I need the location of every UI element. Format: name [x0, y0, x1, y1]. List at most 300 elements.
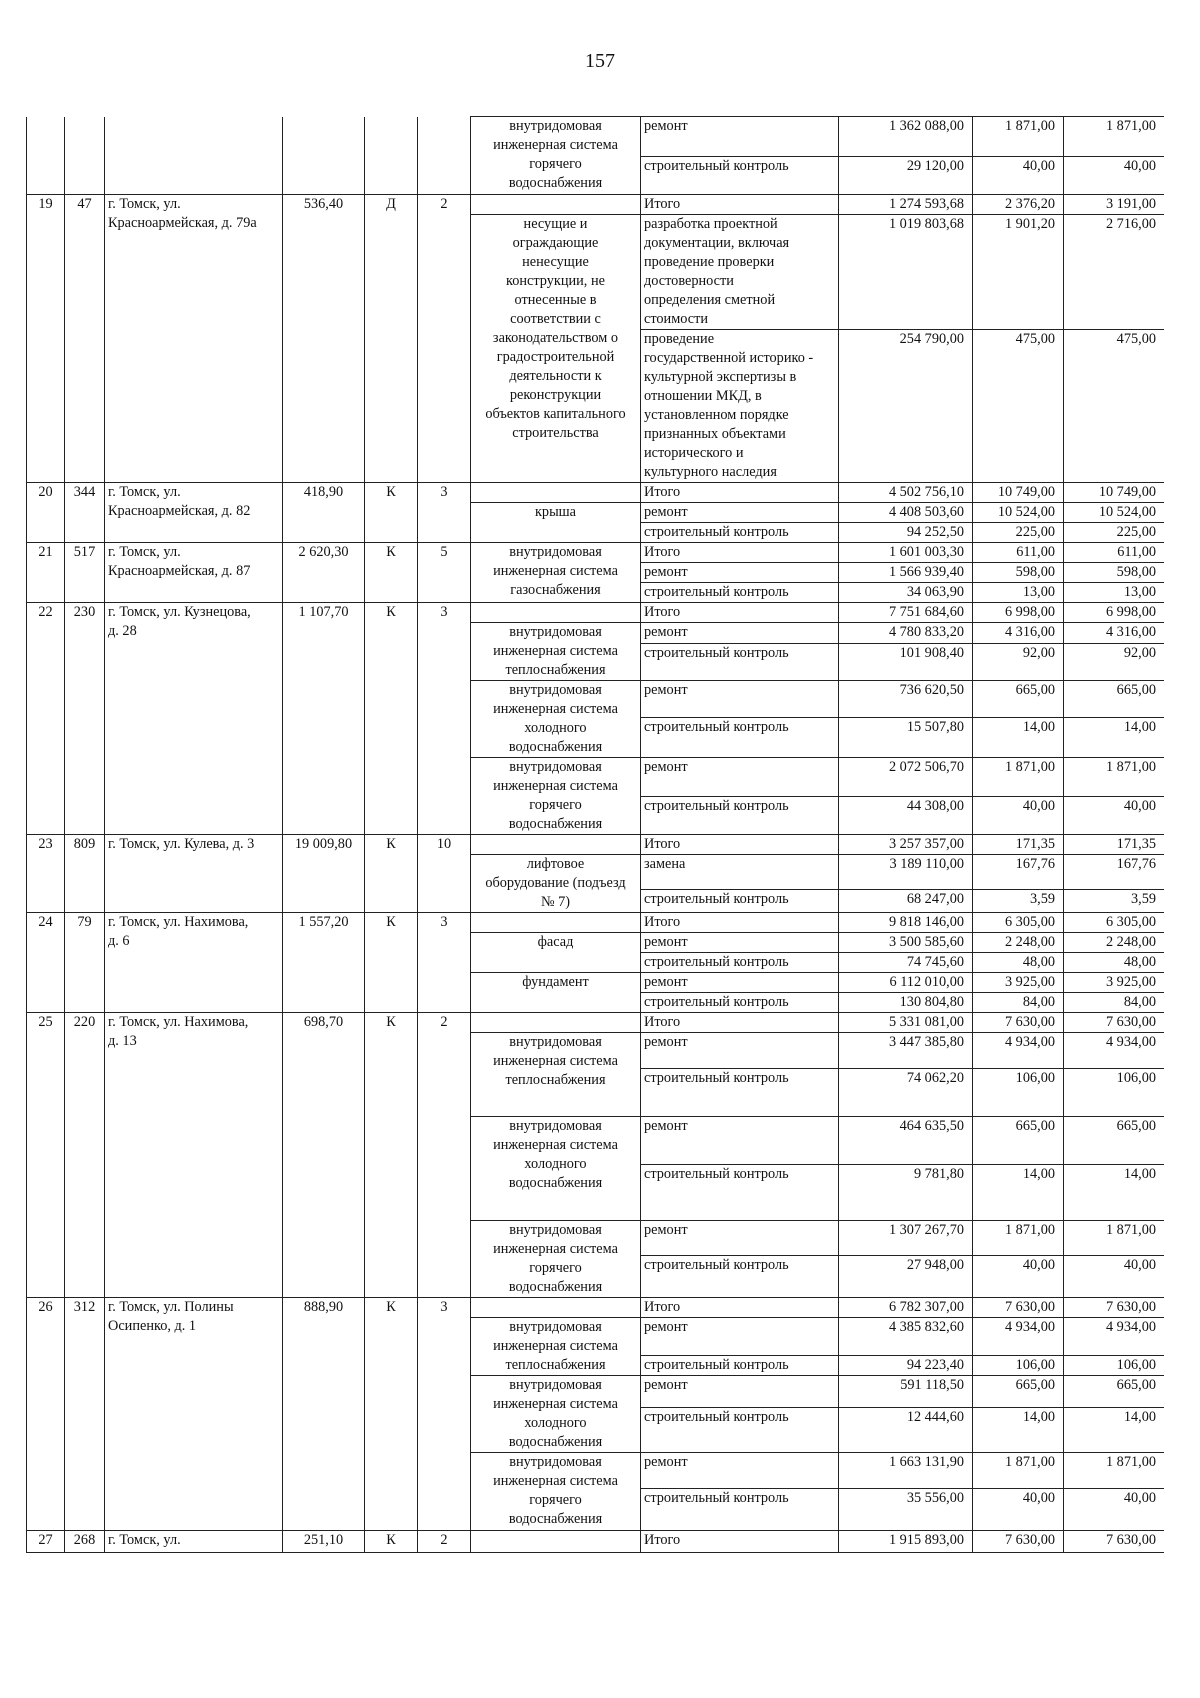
rate-max-cell: 598,00: [1064, 563, 1165, 583]
system-cell-empty: [471, 1531, 641, 1553]
rate-cell: 10 749,00: [973, 483, 1064, 503]
house-id: 344: [65, 483, 105, 543]
row-number: 26: [27, 1298, 65, 1531]
amount-cell: 3 257 357,00: [839, 835, 973, 855]
system-cell-empty: [471, 1013, 641, 1033]
address-cell: [105, 195, 283, 483]
work-type-cell: Итого: [641, 835, 839, 855]
floors-cell: 2: [418, 1531, 471, 1553]
rate-max-cell: 1 871,00: [1064, 758, 1165, 797]
text-line: горячего: [529, 797, 582, 813]
work-type-cell: [641, 215, 839, 330]
row-number: 27: [27, 1531, 65, 1553]
text-line: внутридомовая: [509, 682, 602, 698]
work-type-cell: ремонт: [641, 503, 839, 523]
floors-cell: 2: [418, 195, 471, 483]
amount-cell: 736 620,50: [839, 681, 973, 718]
text-line: внутридомовая: [509, 759, 602, 775]
text-line: д. 28: [108, 623, 137, 639]
table-row: [27, 543, 1165, 563]
work-type-cell: ремонт: [641, 973, 839, 993]
text-line: внутридомовая: [509, 1377, 602, 1393]
rate-cell: 4 934,00: [973, 1318, 1064, 1356]
system-cell: [471, 117, 641, 195]
text-line: градостроительной: [496, 349, 615, 365]
address-cell: [105, 1531, 283, 1553]
amount-cell: 74 745,60: [839, 953, 973, 973]
page-number: 157: [585, 50, 615, 72]
text-line: отнесенные в: [514, 292, 597, 308]
rate-cell: 7 630,00: [973, 1531, 1064, 1553]
amount-cell: 1 601 003,30: [839, 543, 973, 563]
rate-cell: 84,00: [973, 993, 1064, 1013]
amount-cell: 15 507,80: [839, 718, 973, 758]
rate-cell: 7 630,00: [973, 1298, 1064, 1318]
text-line: культурного наследия: [644, 464, 777, 480]
table-row: [27, 603, 1165, 623]
amount-cell: 3 189 110,00: [839, 855, 973, 890]
work-type-cell: строительный контроль: [641, 1256, 839, 1298]
row-number: 21: [27, 543, 65, 603]
table-row: [27, 835, 1165, 855]
system-cell: [471, 1376, 641, 1453]
text-line: конструкции, не: [506, 273, 605, 289]
table-row: [27, 195, 1165, 215]
type-cell: К: [365, 543, 418, 603]
text-line: деятельности к: [509, 368, 602, 384]
rate-cell: 3,59: [973, 889, 1064, 912]
text-line: Осипенко, д. 1: [108, 1318, 197, 1334]
rate-max-cell: 3 925,00: [1064, 973, 1165, 993]
text-line: ограждающие: [512, 235, 599, 251]
address-cell: [105, 1013, 283, 1298]
rate-max-cell: 7 630,00: [1064, 1298, 1165, 1318]
system-cell: [471, 1033, 641, 1117]
floors-cell: 3: [418, 1298, 471, 1531]
text-line: фундамент: [522, 974, 589, 990]
work-type-cell: Итого: [641, 195, 839, 215]
rate-max-cell: 2 716,00: [1064, 215, 1165, 330]
rate-cell: 1 871,00: [973, 1221, 1064, 1256]
type-cell: Д: [365, 195, 418, 483]
work-type-cell: строительный контроль: [641, 1356, 839, 1376]
work-type-cell: ремонт: [641, 933, 839, 953]
text-line: реконструкции: [509, 387, 602, 403]
text-line: лифтовое: [526, 856, 585, 872]
rate-cell: 1 871,00: [973, 758, 1064, 797]
work-type-cell: Итого: [641, 913, 839, 933]
rate-max-cell: 6 998,00: [1064, 603, 1165, 623]
area-cell: 19 009,80: [283, 835, 365, 913]
rate-cell: 13,00: [973, 583, 1064, 603]
amount-cell: 35 556,00: [839, 1489, 973, 1531]
work-type-cell: строительный контроль: [641, 889, 839, 912]
text-line: г. Томск, ул.: [108, 484, 181, 500]
amount-cell: 4 502 756,10: [839, 483, 973, 503]
text-line: внутридомовая: [509, 118, 602, 134]
text-line: теплоснабжения: [505, 1357, 606, 1373]
text-line: внутридомовая: [509, 1118, 602, 1134]
text-line: внутридомовая: [509, 544, 602, 560]
text-line: внутридомовая: [509, 1454, 602, 1470]
rate-max-cell: 171,35: [1064, 835, 1165, 855]
text-line: достоверности: [644, 273, 734, 289]
text-line: несущие и: [523, 216, 588, 232]
rate-max-cell: 48,00: [1064, 953, 1165, 973]
amount-cell: 591 118,50: [839, 1376, 973, 1408]
rate-cell: 171,35: [973, 835, 1064, 855]
rate-max-cell: 2 248,00: [1064, 933, 1165, 953]
type-cell: К: [365, 483, 418, 543]
system-cell-empty: [471, 913, 641, 933]
rate-max-cell: 40,00: [1064, 1256, 1165, 1298]
work-type-cell: строительный контроль: [641, 523, 839, 543]
text-line: холодного: [524, 720, 587, 736]
work-type-cell: ремонт: [641, 1033, 839, 1069]
text-line: инженерная система: [493, 1396, 618, 1412]
text-line: проведение проверки: [644, 254, 775, 270]
work-type-cell: строительный контроль: [641, 1069, 839, 1117]
rate-cell: 14,00: [973, 1165, 1064, 1221]
text-line: внутридомовая: [509, 1034, 602, 1050]
rate-max-cell: 13,00: [1064, 583, 1165, 603]
rate-cell: 2 248,00: [973, 933, 1064, 953]
text-line: соответствии с: [510, 311, 601, 327]
amount-cell: 1 307 267,70: [839, 1221, 973, 1256]
work-type-cell: строительный контроль: [641, 1408, 839, 1453]
amount-cell: 94 252,50: [839, 523, 973, 543]
work-type-cell: Итого: [641, 1298, 839, 1318]
system-cell-empty: [471, 483, 641, 503]
empty-cell: [418, 117, 471, 195]
text-line: горячего: [529, 1260, 582, 1276]
text-line: разработка проектной: [644, 216, 778, 232]
system-cell: [471, 973, 641, 1013]
row-number: 25: [27, 1013, 65, 1298]
rate-max-cell: 665,00: [1064, 1376, 1165, 1408]
work-type-cell: строительный контроль: [641, 796, 839, 835]
text-line: инженерная система: [493, 1241, 618, 1257]
text-line: д. 6: [108, 933, 130, 949]
text-line: строительства: [512, 425, 599, 441]
capital-repair-table: [26, 116, 1164, 1553]
text-line: объектов капитального: [485, 406, 626, 422]
system-cell-empty: [471, 835, 641, 855]
rate-max-cell: 106,00: [1064, 1069, 1165, 1117]
area-cell: 1 107,70: [283, 603, 365, 835]
type-cell: К: [365, 913, 418, 1013]
rate-cell: 225,00: [973, 523, 1064, 543]
table-row: [27, 483, 1165, 503]
row-number: 20: [27, 483, 65, 543]
rate-cell: 6 998,00: [973, 603, 1064, 623]
amount-cell: 4 408 503,60: [839, 503, 973, 523]
rate-cell: 14,00: [973, 1408, 1064, 1453]
text-line: инженерная система: [493, 778, 618, 794]
text-line: г. Томск, ул. Нахимова,: [108, 914, 249, 930]
amount-cell: 130 804,80: [839, 993, 973, 1013]
work-type-cell: Итого: [641, 483, 839, 503]
floors-cell: 3: [418, 483, 471, 543]
work-type-cell: ремонт: [641, 1117, 839, 1165]
rate-cell: 611,00: [973, 543, 1064, 563]
rate-max-cell: 475,00: [1064, 330, 1165, 483]
system-cell: [471, 1453, 641, 1531]
type-cell: К: [365, 1298, 418, 1531]
work-type-cell: строительный контроль: [641, 583, 839, 603]
text-line: холодного: [524, 1156, 587, 1172]
rate-max-cell: 6 305,00: [1064, 913, 1165, 933]
text-line: инженерная система: [493, 1053, 618, 1069]
text-line: внутридомовая: [509, 1222, 602, 1238]
system-cell: [471, 543, 641, 603]
empty-cell: [283, 117, 365, 195]
system-cell: [471, 1117, 641, 1221]
work-type-cell: ремонт: [641, 1318, 839, 1356]
system-cell-empty: [471, 195, 641, 215]
rate-cell: 7 630,00: [973, 1013, 1064, 1033]
empty-cell: [65, 117, 105, 195]
text-line: холодного: [524, 1415, 587, 1431]
amount-cell: 2 072 506,70: [839, 758, 973, 797]
text-line: исторического и: [644, 445, 744, 461]
rate-cell: 665,00: [973, 681, 1064, 718]
rate-cell: 665,00: [973, 1117, 1064, 1165]
rate-cell: 14,00: [973, 718, 1064, 758]
amount-cell: 1 019 803,68: [839, 215, 973, 330]
text-line: документации, включая: [644, 235, 790, 251]
system-cell-empty: [471, 603, 641, 623]
rate-max-cell: 4 934,00: [1064, 1033, 1165, 1069]
floors-cell: 3: [418, 913, 471, 1013]
system-cell: [471, 1318, 641, 1376]
table-row: [27, 1298, 1165, 1318]
house-id: 79: [65, 913, 105, 1013]
rate-max-cell: 3 191,00: [1064, 195, 1165, 215]
rate-max-cell: 10 749,00: [1064, 483, 1165, 503]
system-cell-empty: [471, 1298, 641, 1318]
rate-max-cell: 665,00: [1064, 1117, 1165, 1165]
work-type-cell: строительный контроль: [641, 643, 839, 680]
text-line: № 7): [540, 894, 571, 910]
amount-cell: 6 112 010,00: [839, 973, 973, 993]
amount-cell: 1 915 893,00: [839, 1531, 973, 1553]
text-line: Красноармейская, д. 87: [108, 563, 251, 579]
area-cell: 1 557,20: [283, 913, 365, 1013]
amount-cell: 1 274 593,68: [839, 195, 973, 215]
system-cell: [471, 681, 641, 758]
rate-max-cell: 84,00: [1064, 993, 1165, 1013]
text-line: инженерная система: [493, 701, 618, 717]
amount-cell: 9 818 146,00: [839, 913, 973, 933]
area-cell: 698,70: [283, 1013, 365, 1298]
text-line: стоимости: [644, 311, 709, 327]
table-row: [27, 1531, 1165, 1553]
rate-max-cell: 7 630,00: [1064, 1013, 1165, 1033]
amount-cell: 4 385 832,60: [839, 1318, 973, 1356]
amount-cell: 27 948,00: [839, 1256, 973, 1298]
rate-cell: 4 934,00: [973, 1033, 1064, 1069]
empty-cell: [365, 117, 418, 195]
amount-cell: 5 331 081,00: [839, 1013, 973, 1033]
amount-cell: 101 908,40: [839, 643, 973, 680]
rate-cell: 106,00: [973, 1069, 1064, 1117]
amount-cell: 29 120,00: [839, 157, 973, 195]
house-id: 312: [65, 1298, 105, 1531]
text-line: г. Томск, ул.: [108, 196, 181, 212]
address-cell: [105, 483, 283, 543]
row-number: 24: [27, 913, 65, 1013]
system-cell: [471, 215, 641, 483]
type-cell: К: [365, 835, 418, 913]
work-type-cell: Итого: [641, 543, 839, 563]
text-line: инженерная система: [493, 1338, 618, 1354]
amount-cell: 1 663 131,90: [839, 1453, 973, 1489]
rate-max-cell: 665,00: [1064, 681, 1165, 718]
amount-cell: 94 223,40: [839, 1356, 973, 1376]
text-line: г. Томск, ул. Нахимова,: [108, 1014, 249, 1030]
text-line: ненесущие: [522, 254, 589, 270]
text-line: Красноармейская, д. 82: [108, 503, 251, 519]
rate-max-cell: 14,00: [1064, 718, 1165, 758]
floors-cell: 2: [418, 1013, 471, 1298]
text-line: г. Томск, ул.: [108, 1532, 181, 1548]
work-type-cell: ремонт: [641, 117, 839, 157]
rate-cell: 40,00: [973, 796, 1064, 835]
work-type-cell: ремонт: [641, 1221, 839, 1256]
house-id: 220: [65, 1013, 105, 1298]
work-type-cell: строительный контроль: [641, 993, 839, 1013]
work-type-cell: Итого: [641, 603, 839, 623]
row-number: 19: [27, 195, 65, 483]
work-type-cell: ремонт: [641, 623, 839, 644]
address-cell: [105, 1298, 283, 1531]
work-type-cell: строительный контроль: [641, 1165, 839, 1221]
work-type-cell: ремонт: [641, 563, 839, 583]
work-type-cell: строительный контроль: [641, 1489, 839, 1531]
empty-cell: [27, 117, 65, 195]
text-line: законодательством о: [492, 330, 619, 346]
work-type-cell: ремонт: [641, 1453, 839, 1489]
house-id: 268: [65, 1531, 105, 1553]
rate-max-cell: 4 316,00: [1064, 623, 1165, 644]
text-line: теплоснабжения: [505, 1072, 606, 1088]
rate-cell: 10 524,00: [973, 503, 1064, 523]
address-cell: [105, 913, 283, 1013]
area-cell: 418,90: [283, 483, 365, 543]
text-line: газоснабжения: [510, 582, 601, 598]
amount-cell: 6 782 307,00: [839, 1298, 973, 1318]
address-cell: [105, 543, 283, 603]
text-line: г. Томск, ул. Кузнецова,: [108, 604, 251, 620]
text-line: инженерная система: [493, 1137, 618, 1153]
rate-max-cell: 225,00: [1064, 523, 1165, 543]
amount-cell: 34 063,90: [839, 583, 973, 603]
work-type-cell: ремонт: [641, 1376, 839, 1408]
system-cell: [471, 623, 641, 681]
text-line: крыша: [534, 504, 577, 520]
table-row: [27, 1013, 1165, 1033]
text-line: теплоснабжения: [505, 662, 606, 678]
text-line: горячего: [529, 156, 582, 172]
amount-cell: 3 447 385,80: [839, 1033, 973, 1069]
text-line: д. 13: [108, 1033, 137, 1049]
rate-cell: 1 871,00: [973, 117, 1064, 157]
rate-max-cell: 1 871,00: [1064, 117, 1165, 157]
rate-max-cell: 1 871,00: [1064, 1221, 1165, 1256]
text-line: водоснабжения: [508, 175, 603, 191]
system-cell: [471, 1221, 641, 1298]
rate-cell: 92,00: [973, 643, 1064, 680]
text-line: признанных объектами: [644, 426, 786, 442]
rate-max-cell: 14,00: [1064, 1165, 1165, 1221]
rate-max-cell: 611,00: [1064, 543, 1165, 563]
amount-cell: 7 751 684,60: [839, 603, 973, 623]
text-line: инженерная система: [493, 643, 618, 659]
house-id: 517: [65, 543, 105, 603]
rate-max-cell: 40,00: [1064, 157, 1165, 195]
table-frame: [26, 116, 1164, 1646]
text-line: водоснабжения: [508, 1279, 603, 1295]
area-cell: 251,10: [283, 1531, 365, 1553]
text-line: внутридомовая: [509, 1319, 602, 1335]
rate-max-cell: 40,00: [1064, 1489, 1165, 1531]
rate-max-cell: 14,00: [1064, 1408, 1165, 1453]
floors-cell: 5: [418, 543, 471, 603]
text-line: водоснабжения: [508, 1511, 603, 1527]
text-line: г. Томск, ул. Полины: [108, 1299, 234, 1315]
text-line: культурной экспертизы в: [644, 369, 797, 385]
rate-cell: 1 901,20: [973, 215, 1064, 330]
rate-max-cell: 1 871,00: [1064, 1453, 1165, 1489]
text-line: инженерная система: [493, 563, 618, 579]
amount-cell: 3 500 585,60: [839, 933, 973, 953]
system-cell: [471, 503, 641, 543]
amount-cell: 1 362 088,00: [839, 117, 973, 157]
rate-cell: 475,00: [973, 330, 1064, 483]
type-cell: К: [365, 1013, 418, 1298]
rate-cell: 598,00: [973, 563, 1064, 583]
text-line: водоснабжения: [508, 1175, 603, 1191]
floors-cell: 3: [418, 603, 471, 835]
work-type-cell: замена: [641, 855, 839, 890]
rate-cell: 4 316,00: [973, 623, 1064, 644]
house-id: 230: [65, 603, 105, 835]
type-cell: К: [365, 603, 418, 835]
amount-cell: 254 790,00: [839, 330, 973, 483]
rate-cell: 40,00: [973, 1489, 1064, 1531]
text-line: определения сметной: [644, 292, 776, 308]
amount-cell: 12 444,60: [839, 1408, 973, 1453]
amount-cell: 44 308,00: [839, 796, 973, 835]
amount-cell: 74 062,20: [839, 1069, 973, 1117]
system-cell: [471, 758, 641, 835]
house-id: 809: [65, 835, 105, 913]
amount-cell: 1 566 939,40: [839, 563, 973, 583]
text-line: проведение: [644, 331, 715, 347]
rate-cell: 48,00: [973, 953, 1064, 973]
text-line: оборудование (подъезд: [485, 875, 626, 891]
system-cell: [471, 855, 641, 913]
empty-cell: [105, 117, 283, 195]
house-id: 47: [65, 195, 105, 483]
row-number: 22: [27, 603, 65, 835]
floors-cell: 10: [418, 835, 471, 913]
work-type-cell: Итого: [641, 1013, 839, 1033]
rate-max-cell: 167,76: [1064, 855, 1165, 890]
rate-cell: 40,00: [973, 1256, 1064, 1298]
rate-max-cell: 10 524,00: [1064, 503, 1165, 523]
